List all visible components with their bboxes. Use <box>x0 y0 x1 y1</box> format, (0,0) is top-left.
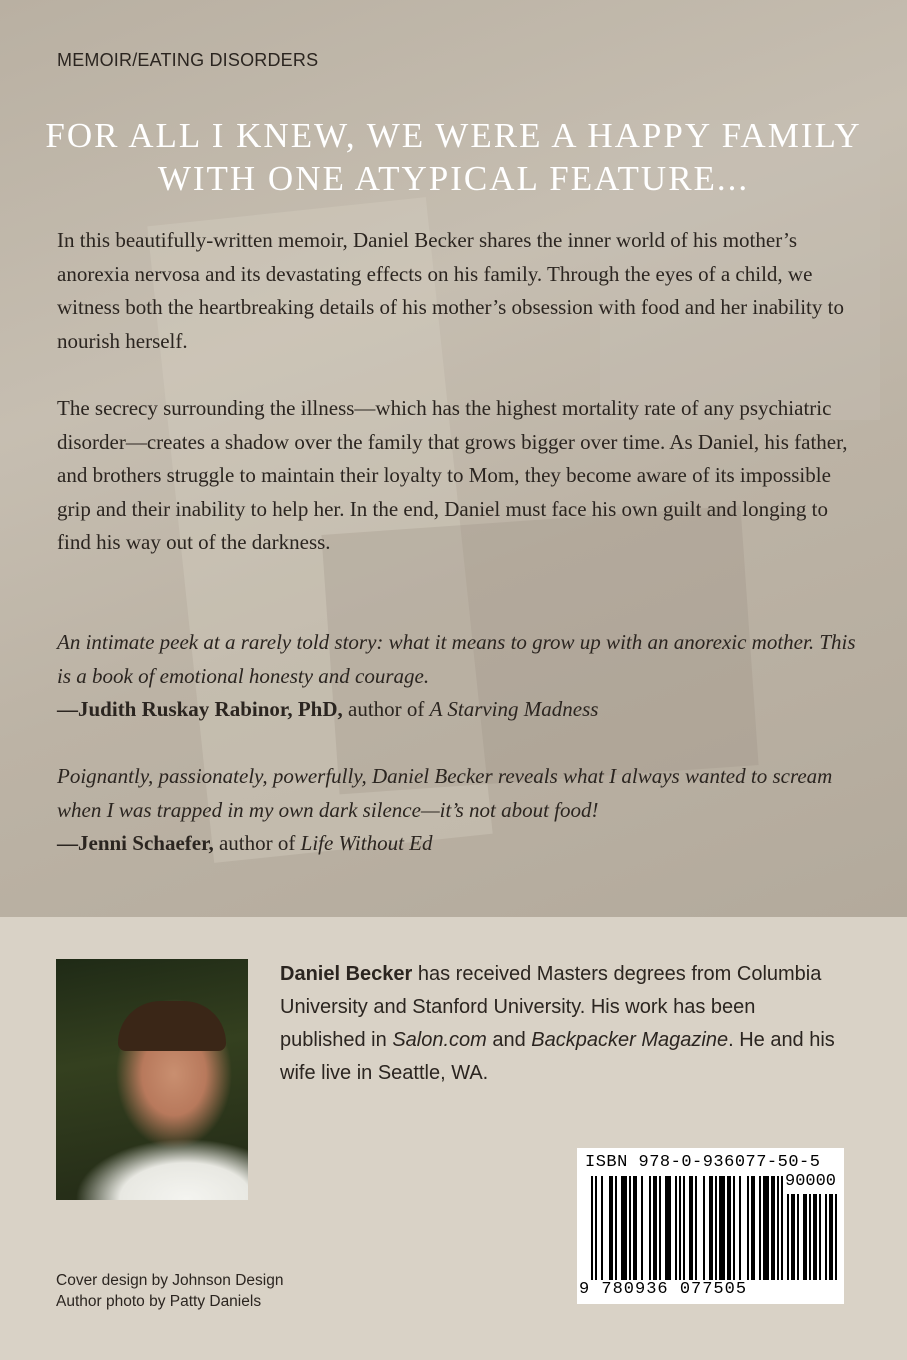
barcode-bar <box>641 1176 643 1280</box>
barcode-bar <box>809 1194 811 1280</box>
barcode-bar <box>615 1176 617 1280</box>
headline <box>0 114 907 200</box>
endorser-name: —Judith Ruskay Rabinor, PhD, <box>57 697 343 721</box>
barcode-bar <box>703 1176 705 1280</box>
barcode-bar <box>695 1176 697 1280</box>
barcode-bar <box>683 1176 685 1280</box>
barcode-bar <box>739 1176 741 1280</box>
barcode-bar <box>659 1176 661 1280</box>
author-photo <box>56 959 248 1200</box>
barcode-bar <box>797 1194 799 1280</box>
barcode-bar <box>709 1176 713 1280</box>
barcode-bar <box>633 1176 637 1280</box>
description-paragraph-1: In this beautifully-written memoir, Daniel Becker shares the inner world of his mother’s anorexia nervosa and its devastating effects on his family. Through the eyes of a child, we witness both the heartbreaking details of his mother’s obsession with food and her inability to nourish herself. <box>57 228 844 353</box>
photo-credit: Author photo by Patty Daniels <box>56 1293 262 1310</box>
barcode-bar <box>689 1176 693 1280</box>
isbn-barcode <box>577 1148 844 1304</box>
endorser-book: A Starving Madness <box>429 697 599 721</box>
endorsement-attribution <box>57 831 432 855</box>
barcode-bar <box>747 1176 749 1280</box>
barcode-bar <box>759 1176 761 1280</box>
endorser-role: author of <box>213 831 301 855</box>
barcode-bar <box>591 1176 593 1280</box>
barcode-bar <box>787 1194 789 1280</box>
endorser-book: Life Without Ed <box>300 831 433 855</box>
bio-text: has received Masters degrees from Columbia University and Stanford University. His work has been published in <box>280 963 822 1051</box>
price-code: 90000 <box>785 1172 837 1191</box>
endorsement-1 <box>57 626 872 727</box>
barcode-bar <box>665 1176 671 1280</box>
endorsement-quote: An intimate peek at a rarely told story: what it means to grow up with an anorexic mother. This is a book of emotional honesty and courage. <box>57 630 856 688</box>
author-name: Daniel Becker <box>280 963 413 985</box>
isbn-number: ISBN 978-0-936077-50-5 <box>585 1153 821 1172</box>
barcode-bar <box>781 1176 783 1280</box>
endorsement-2 <box>57 760 872 861</box>
author-hair <box>118 1001 226 1051</box>
barcode-bar <box>763 1176 769 1280</box>
barcode-bar <box>653 1176 657 1280</box>
cover-design-credit: Cover design by Johnson Design <box>56 1272 284 1289</box>
barcode-bar <box>819 1194 821 1280</box>
barcode-bar <box>595 1176 597 1280</box>
barcode-bar <box>791 1194 795 1280</box>
author-bio <box>280 958 840 1090</box>
barcode-bar <box>649 1176 651 1280</box>
barcode-bar <box>825 1194 827 1280</box>
bio-text: and <box>486 1029 532 1051</box>
barcode-addon-bars <box>787 1194 837 1280</box>
endorsement-attribution <box>57 697 598 721</box>
category-label: MEMOIR/EATING DISORDERS <box>57 50 319 70</box>
bio-text: . He and his wife live in Seattle, WA. <box>280 1029 835 1084</box>
barcode-bar <box>609 1176 613 1280</box>
barcode-bar <box>621 1176 627 1280</box>
barcode-bar <box>813 1194 817 1280</box>
barcode-bar <box>835 1194 837 1280</box>
endorser-name: —Jenni Schaefer, <box>57 831 214 855</box>
barcode-digits: 9 780936 077505 <box>579 1280 748 1299</box>
bio-publication: Backpacker Magazine <box>531 1029 729 1051</box>
headline-line-2: WITH ONE ATYPICAL FEATURE... <box>157 159 750 198</box>
barcode-bar <box>629 1176 631 1280</box>
barcode-bar <box>719 1176 725 1280</box>
barcode-bar <box>601 1176 603 1280</box>
barcode-bar <box>727 1176 731 1280</box>
barcode-bar <box>803 1194 807 1280</box>
barcode-bar <box>675 1176 677 1280</box>
bio-publication: Salon.com <box>392 1029 487 1051</box>
barcode-bars <box>591 1176 783 1280</box>
credits <box>56 1270 283 1312</box>
barcode-bar <box>777 1176 779 1280</box>
barcode-bar <box>679 1176 681 1280</box>
barcode-bar <box>771 1176 775 1280</box>
barcode-bar <box>733 1176 735 1280</box>
endorsement-quote: Poignantly, passionately, powerfully, Daniel Becker reveals what I always wanted to scream when I was trapped in my own dark silence—it’s not about food! <box>57 764 833 822</box>
description-paragraph-2: The secrecy surrounding the illness—which has the highest mortality rate of any psychiatric disorder—creates a shadow over the family that grows bigger over time. As Daniel, his father, and brothers struggle to maintain their loyalty to Mom, they become aware of its impossible grip and their inability to help her. In the end, Daniel must face his own guilt and longing to find his way out of the darkness. <box>57 396 848 554</box>
barcode-bar <box>715 1176 717 1280</box>
barcode-bar <box>829 1194 833 1280</box>
headline-line-1: FOR ALL I KNEW, WE WERE A HAPPY FAMILY <box>45 116 862 155</box>
endorser-role: author of <box>342 697 430 721</box>
barcode-bar <box>751 1176 755 1280</box>
